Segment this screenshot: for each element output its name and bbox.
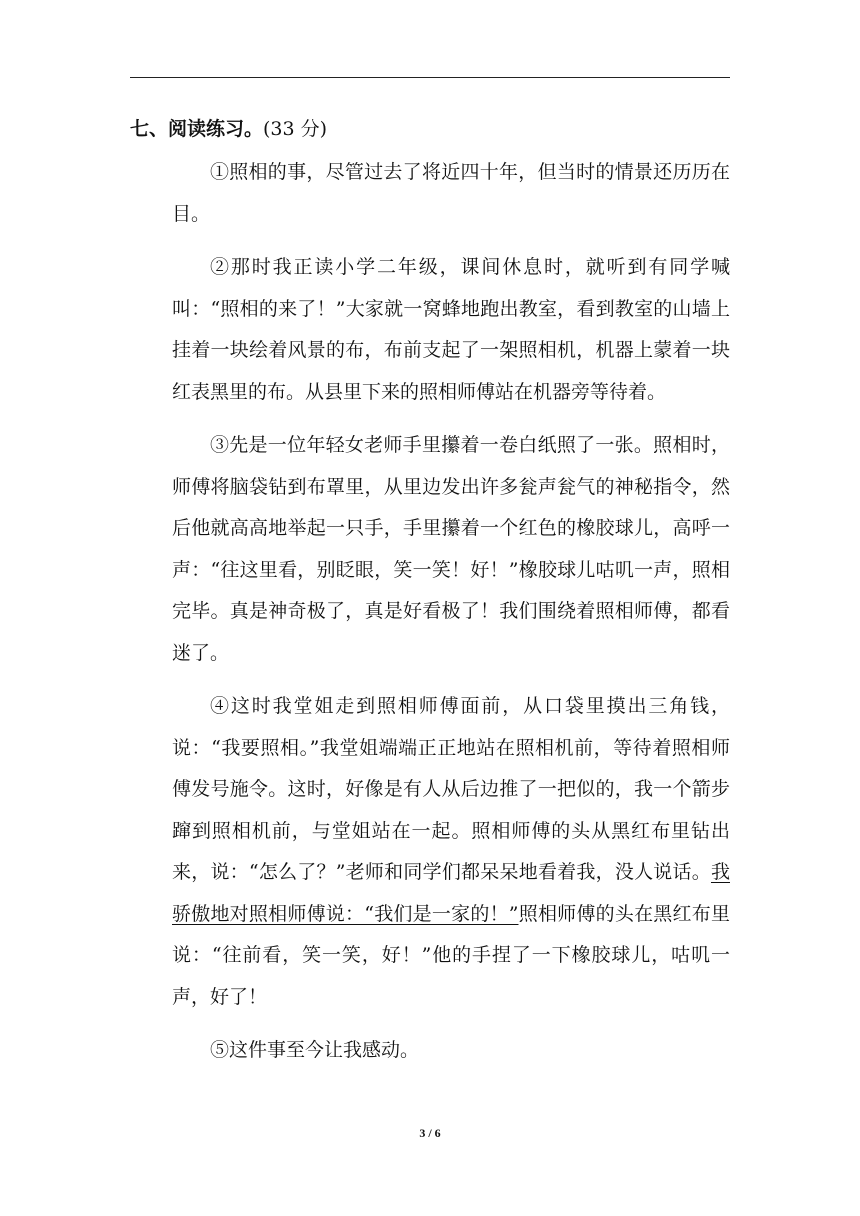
top-horizontal-rule [130, 77, 730, 78]
section-heading-text: 七、阅读练习。 [130, 118, 264, 140]
paragraph-2: ②那时我正读小学二年级，课间休息时，就听到有同学喊叫：“照相的来了！”大家就一窝蜂地跑出教室，看到教室的山墙上挂着一块绘着风景的布，布前支起了一架照相机，机器上蒙着一块红表黑里的布。从县里下来的照相师傅站在机器旁等待着。 [172, 256, 730, 403]
section-score: (33 分) [263, 118, 328, 140]
paragraph-5: ⑤这件事至今让我感动。 [210, 1039, 420, 1061]
paragraph-4-text-after: 照相师傅的头在黑红布里说：“往前看，笑一笑，好！”他的手捏了一下橡胶球儿，咕叽一声，好了！ [172, 902, 730, 1008]
paragraph-1: ①照相的事，尽管过去了将近四十年，但当时的情景还历历在目。 [172, 161, 730, 225]
underlined-sentence: 我骄傲地对照相师傅说：“我们是一家的！” [172, 861, 730, 925]
section-heading [130, 112, 327, 146]
paragraph-4 [172, 686, 730, 1018]
page-number: 3 / 6 [419, 1126, 441, 1140]
reading-passage [172, 152, 730, 1084]
paragraph-3: ③先是一位年轻女老师手里攥着一卷白纸照了一张。照相时，师傅将脑袋钻到布罩里，从里边发出许多瓮声瓮气的神秘指令，然后他就高高地举起一只手，手里攥着一个红色的橡胶球儿，高呼一声：“往这里看，别眨眼，笑一笑！好！”橡胶球儿咕叽一声，照相完毕。真是神奇极了，真是好看极了！我们围绕着照相师傅，都看迷了。 [172, 434, 730, 664]
paragraph-4-text-before: ④这时我堂姐走到照相师傅面前，从口袋里摸出三角钱，说：“我要照相。”我堂姐端端正正地站在照相机前，等待着照相师傅发号施令。这时，好像是有人从后边推了一把似的，我一个箭步蹿到照相机前，与堂姐站在一起。照相师傅的头从黑红布里钻出来，说：“怎么了？”老师和同学们都呆呆地看着我，没人说话。 [172, 695, 730, 883]
